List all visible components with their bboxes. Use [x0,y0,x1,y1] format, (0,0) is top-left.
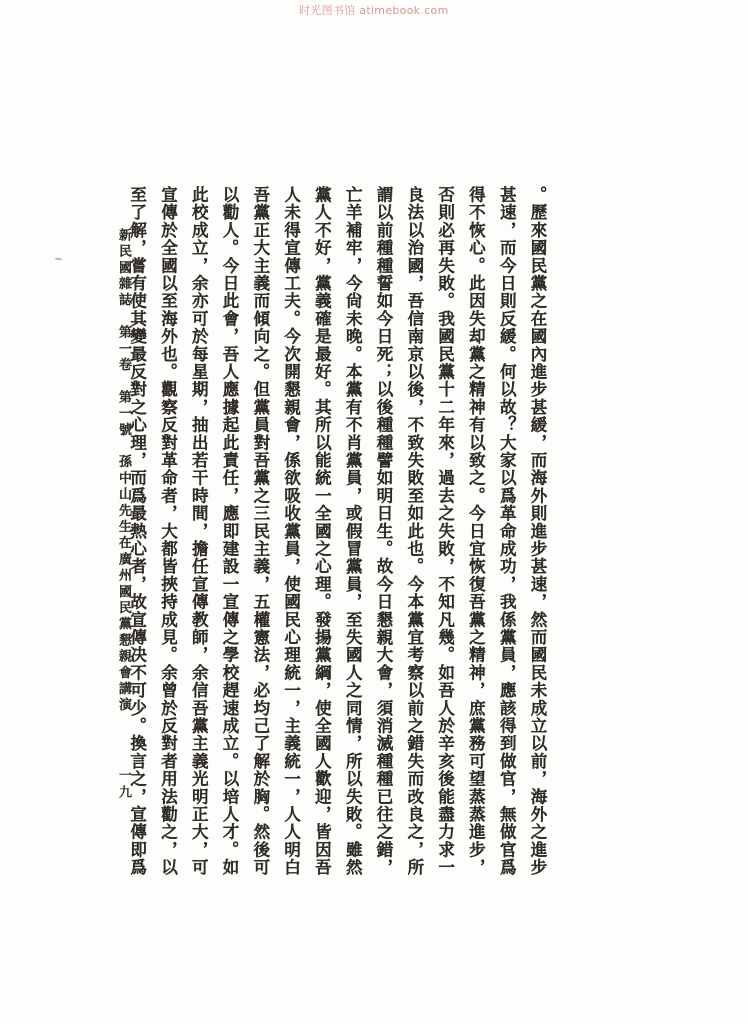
text-column-6: 謂以前種種誓如今日死；以後種種譬如明日生。故今日懇親大會，須消滅種種已往之錯， [374,186,394,877]
text-column-1: 。歷來國民黨之在國內進步甚緩，而海外則進步甚速，然而國民未成立以前，海外之進步 [528,186,547,877]
text-column-10: 吾黨正大主義而傾向之。但黨員對吾黨之三民主義，五權憲法，必均己了解於胸。然後可 [250,186,270,877]
speech-body [121,186,552,890]
text-column-12: 此校成立，余亦可於每星期，抽出若干時間，擔任宣傳教師，余信吾黨主義光明正大，可 [189,186,209,877]
journal-title: 新民國雜誌 第一卷 第一號 孫中山先生在廣州國民黨懇親會講演 [117,228,132,714]
text-column-7: 亡羊補牢，今尙未晚。本黨有不肖黨員，或假冒黨員，至失國人之同情，所以失敗。雖然 [343,186,363,877]
text-column-14: 至了解，嘗有使其變最反對之心理，而爲最熱心者，故宣傳决不可少。換言之，宣傳即爲 [127,186,147,877]
text-column-3: 得不恢心。此因失却黨之精神有以致之。今日宜恢復吾黨之精神，庶黨務可望蒸蒸進步， [466,186,486,877]
text-column-8: 黨人不好，黨義確是最好。其所以能統一全國之心理。發揚黨綱，使全國人歡迎，皆因吾 [312,186,332,877]
scan-artifact [55,258,62,261]
text-column-9: 人未得宣傳工夫。今次開懇親會，係欲吸收黨員，使國民心理統一，主義統一，人人明白 [281,186,301,877]
text-column-11: 以勸人。今日此會，吾人應據起此責任，應即建設一宣傳之學校趕速成立。以培人才。如 [220,186,240,877]
text-column-2: 甚速，而今日則反緩。何以故？大家以爲革命成功，我係黨員，應該得到做官，無做官爲 [497,186,517,877]
text-column-13: 宣傳於全國以至海外也。觀察反對革命者，大都皆挾持成見。余曾於反對者用法勸之，以 [158,186,178,877]
text-column-4: 否則必再失敗。我國民黨十二年來，過去之失敗，不知凡幾。如吾人於辛亥後能盡力求一 [435,186,455,877]
page-number: 一九 [117,768,132,802]
text-column-5: 良法以治國，吾信南京以後，不致失敗至如此也。今本黨宜考察以前之錯失而改良之，所 [404,186,424,877]
watermark: 时光图书馆 atimebook.com [299,4,449,17]
